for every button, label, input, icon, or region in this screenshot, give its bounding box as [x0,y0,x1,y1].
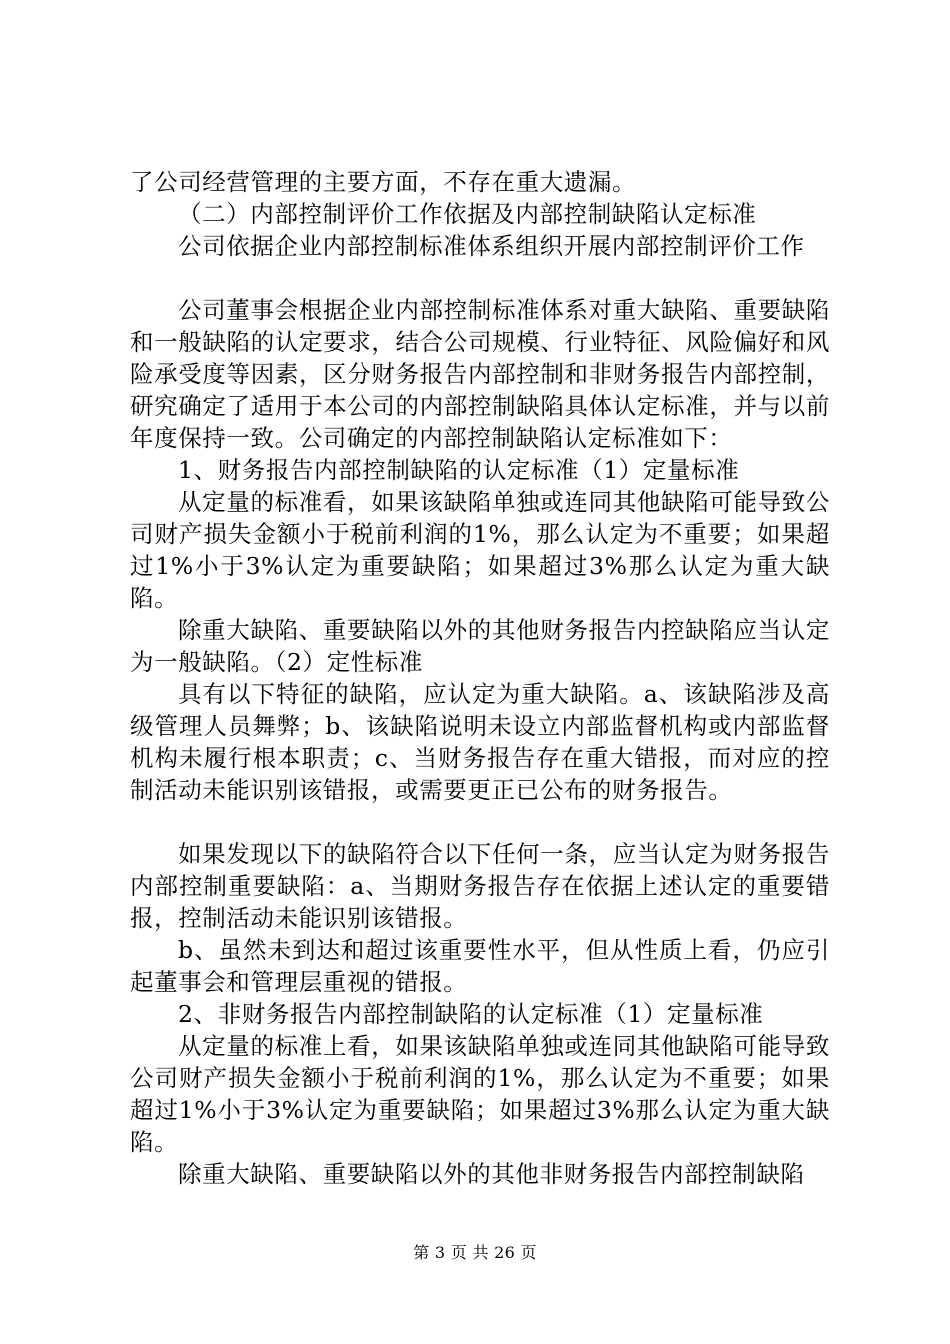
page-footer: 第 3 页 共 26 页 [413,1243,537,1262]
paragraph-continuation: 了公司经营管理的主要方面，不存在重大遗漏。 [130,168,637,196]
paragraph: 除重大缺陷、重要缺陷以外的其他财务报告内控缺陷应当认定为一般缺陷。（2）定性标准 [130,616,830,676]
section-heading: （二）内部控制评价工作依据及内部控制缺陷认定标准 [178,200,757,228]
document-body [130,166,830,1190]
subsection-heading: 2、非财务报告内部控制缺陷的认定标准（1）定量标准 [178,1000,764,1028]
subsection-heading: 1、财务报告内部控制缺陷的认定标准（1）定量标准 [178,456,740,484]
paragraph: 公司依据企业内部控制标准体系组织开展内部控制评价工作 [178,232,805,260]
paragraph: 公司董事会根据企业内部控制标准体系对重大缺陷、重要缺陷和一般缺陷的认定要求，结合公司规模、行业特征、风险偏好和风险承受度等因素，区分财务报告内部控制和非财务报告内部控制，研究确定了适用于本公司的内部控制缺陷具体认定标准，并与以前年度保持一致。公司确定的内部控制缺陷认定标准如下： [130,296,830,452]
paragraph: 从定量的标准看，如果该缺陷单独或连同其他缺陷可能导致公司财产损失金额小于税前利润的1%，那么认定为不重要；如果超过1%小于3%认定为重要缺陷；如果超过3%那么认定为重大缺陷。 [130,488,830,612]
paragraph: 具有以下特征的缺陷，应认定为重大缺陷。a、该缺陷涉及高级管理人员舞弊；b、该缺陷说明未设立内部监督机构或内部监督机构未履行根本职责；c、当财务报告存在重大错报，而对应的控制活动未能识别该错报，或需要更正已公布的财务报告。 [130,680,830,804]
paragraph: 如果发现以下的缺陷符合以下任何一条，应当认定为财务报告内部控制重要缺陷：a、当期财务报告存在依据上述认定的重要错报，控制活动未能识别该错报。 [130,840,830,932]
paragraph: 从定量的标准上看，如果该缺陷单独或连同其他缺陷可能导致公司财产损失金额小于税前利润的1%，那么认定为不重要；如果超过1%小于3%认定为重要缺陷；如果超过3%那么认定为重大缺陷。 [130,1032,830,1156]
paragraph: 除重大缺陷、重要缺陷以外的其他非财务报告内部控制缺陷 [178,1160,805,1188]
paragraph: b、虽然未到达和超过该重要性水平，但从性质上看，仍应引起董事会和管理层重视的错报。 [130,936,830,996]
